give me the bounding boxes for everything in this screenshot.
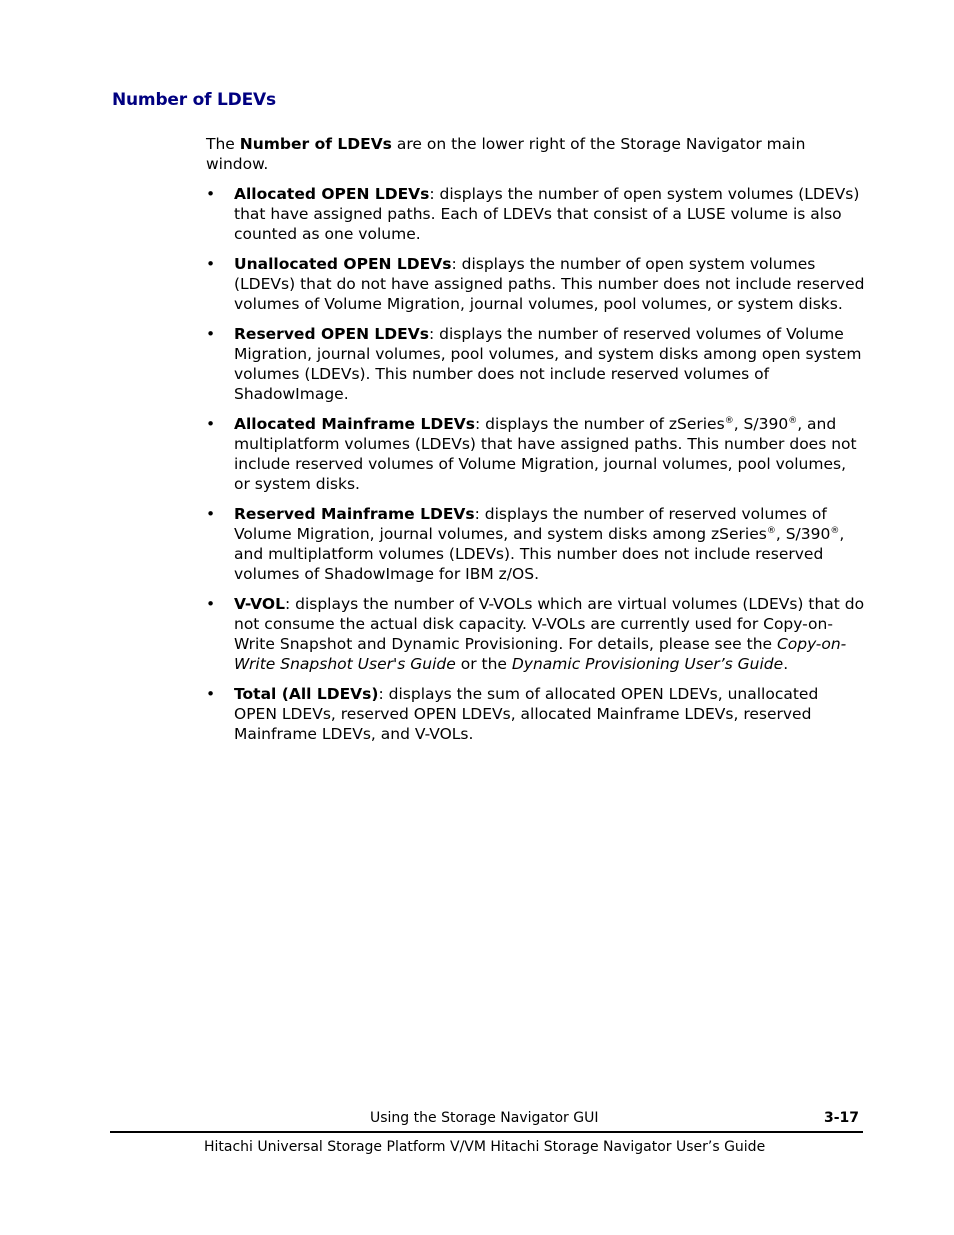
term-unallocated-open: Unallocated OPEN LDEVs — [234, 255, 452, 273]
list-item-total: • Total (All LDEVs): displays the sum of allocated OPEN LDEVs, unallocated OPEN LDEVs, reserved OPEN LDEVs, allocated Mainframe LDEVs, reserved Mainframe LDEVs, and V-VOLs. — [206, 685, 819, 743]
footer-chapter-title: Using the Storage Navigator GUI — [370, 1110, 599, 1126]
term-reserved-open: Reserved OPEN LDEVs — [234, 325, 429, 343]
list-item-unallocated-open: • Unallocated OPEN LDEVs: displays the number of open system volumes (LDEVs) that do not have assigned paths. This number does not include reserved volumes of Volume Migration, journal volumes, pool volumes, or system disks. — [206, 255, 865, 313]
bullet-icon: • — [206, 255, 216, 273]
body-content — [206, 134, 866, 754]
footer-page-number: 3-17 — [824, 1110, 860, 1126]
term-total: Total (All LDEVs) — [234, 685, 379, 703]
footer-divider — [110, 1131, 863, 1133]
bullet-icon: • — [206, 325, 216, 343]
footer-document-title: Hitachi Universal Storage Platform V/VM Hitachi Storage Navigator User’s Guide — [204, 1139, 766, 1155]
doc-reference-cow-snapshot: Copy-on-Write Snapshot User's Guide — [234, 635, 847, 673]
registered-mark: ® — [830, 525, 840, 536]
list-item-allocated-open: • Allocated OPEN LDEVs: displays the number of open system volumes (LDEVs) that have assigned paths. Each of LDEVs that consist of a LUSE volume is also counted as one volume. — [206, 185, 860, 243]
registered-mark: ® — [766, 525, 776, 536]
term-allocated-mainframe: Allocated Mainframe LDEVs — [234, 415, 476, 433]
section-heading: Number of LDEVs — [112, 90, 276, 110]
bullet-icon: • — [206, 505, 216, 523]
bullet-icon: • — [206, 595, 216, 613]
registered-mark: ® — [788, 415, 798, 426]
intro-paragraph: The Number of LDEVs are on the lower right of the Storage Navigator main window. — [206, 135, 806, 173]
list-item-vvol: • V-VOL: displays the number of V-VOLs which are virtual volumes (LDEVs) that do not consume the actual disk capacity. V-VOLs are currently used for Copy-on-Write Snapshot and Dynamic Provisioning. For details, please see the Copy-on-Write Snapshot User's Guide or the Dynamic Provisioning User’s Guide. — [206, 595, 865, 673]
list-item-reserved-mainframe: • Reserved Mainframe LDEVs: displays the number of reserved volumes of Volume Migration, journal volumes, and system disks among zSeries®, S/390®, and multiplatform volumes (LDEVs). This number does not include reserved volumes of ShadowImage for IBM z/OS. — [206, 505, 845, 583]
term-vvol: V-VOL — [234, 595, 285, 613]
list-item-allocated-mainframe: • Allocated Mainframe LDEVs: displays the number of zSeries®, S/390®, and multiplatform volumes (LDEVs) that have assigned paths. This number does not include reserved volumes of Volume Migration, journal volumes, pool volumes, or system disks. — [206, 415, 857, 493]
ldev-bullet-list — [206, 184, 866, 744]
doc-reference-dynamic-provisioning: Dynamic Provisioning User’s Guide — [511, 655, 784, 673]
bullet-icon: • — [206, 185, 216, 203]
intro-term: Number of LDEVs — [239, 135, 392, 153]
registered-mark: ® — [724, 415, 734, 426]
bullet-icon: • — [206, 685, 216, 703]
term-allocated-open: Allocated OPEN LDEVs — [234, 185, 430, 203]
list-item-reserved-open: • Reserved OPEN LDEVs: displays the number of reserved volumes of Volume Migration, journal volumes, pool volumes, and system disks among open system volumes (LDEVs). This number does not include reserved volumes of ShadowImage. — [206, 325, 862, 403]
bullet-icon: • — [206, 415, 216, 433]
term-reserved-mainframe: Reserved Mainframe LDEVs — [234, 505, 475, 523]
